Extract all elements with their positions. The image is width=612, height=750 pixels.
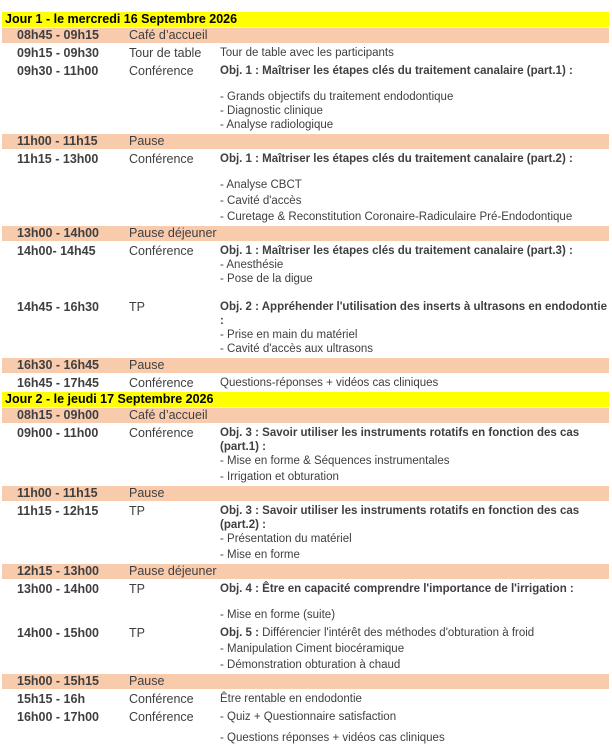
break-row [2, 134, 609, 150]
session-type-cell: TP [129, 582, 145, 596]
desc-line [220, 342, 609, 356]
desc-text: - Grands objectifs du traitement endodontique [220, 91, 454, 103]
desc-line [220, 504, 609, 518]
session-description-cell [220, 426, 609, 484]
desc-line [220, 454, 609, 468]
time-cell: 12h15 - 13h00 [17, 564, 99, 578]
session-type-cell: TP [129, 504, 145, 518]
desc-line [220, 46, 609, 60]
desc-line [220, 440, 609, 454]
desc-text: - Curetage & Reconstitution Coronaire-Radiculaire Pré-Endodontique [220, 211, 573, 223]
desc-text: - Prise en main du matériel [220, 329, 358, 341]
desc-text: Différencier l'intérêt des méthodes d'obturation à froid [262, 627, 535, 639]
desc-line [220, 426, 609, 440]
desc-line [220, 104, 609, 118]
desc-line [220, 642, 609, 656]
desc-line [220, 582, 609, 596]
session-type-cell: TP [129, 626, 145, 640]
time-cell: 16h45 - 17h45 [17, 376, 99, 390]
session-type-cell: Conférence [129, 152, 194, 166]
desc-line [220, 210, 609, 224]
session-type-cell: Conférence [129, 692, 194, 706]
break-label: Pause déjeuner [129, 226, 217, 240]
desc-text-bold: : [220, 315, 224, 327]
time-cell: 14h00- 14h45 [17, 244, 96, 258]
desc-text: - Questions réponses + vidéos cas cliniques [220, 732, 445, 744]
time-cell: 08h45 - 09h15 [17, 28, 99, 42]
time-cell: 14h00 - 15h00 [17, 626, 99, 640]
desc-line [220, 178, 609, 192]
day-header: Jour 2 - le jeudi 17 Septembre 2026 [2, 392, 609, 408]
desc-text-bold: Obj. 1 : Maîtriser les étapes clés du traitement canalaire (part.3) : [220, 245, 573, 257]
session-row [2, 298, 609, 358]
desc-line [220, 470, 609, 484]
session-description-cell [220, 504, 609, 562]
session-description-cell [220, 692, 609, 706]
desc-line [220, 118, 609, 132]
time-cell: 09h15 - 09h30 [17, 46, 99, 60]
session-row [2, 374, 609, 392]
break-row [2, 226, 609, 242]
time-cell: 16h30 - 16h45 [17, 358, 99, 372]
desc-line [220, 532, 609, 546]
desc-text-bold: Obj. 3 : Savoir utiliser les instruments rotatifs en fonction des cas [220, 505, 580, 517]
desc-line [220, 90, 609, 104]
break-row [2, 486, 609, 502]
desc-line [220, 272, 609, 286]
desc-line [220, 300, 609, 314]
break-row [2, 408, 609, 424]
session-description-cell [220, 300, 609, 356]
desc-text: - Pose de la digue [220, 273, 313, 285]
desc-line [220, 258, 609, 272]
break-row [2, 28, 609, 44]
break-row [2, 564, 609, 580]
desc-text: - Mise en forme [220, 549, 300, 561]
schedule-document [2, 12, 609, 747]
desc-line [220, 314, 609, 328]
time-cell: 15h15 - 16h [17, 692, 86, 706]
desc-line [220, 64, 609, 78]
time-cell: 11h15 - 12h15 [17, 504, 99, 518]
session-type-cell: Conférence [129, 376, 194, 390]
desc-line [220, 194, 609, 208]
desc-line [220, 518, 609, 532]
desc-text-bold: Obj. 4 : Être en capacité comprendre l'importance de l'irrigation : [220, 583, 574, 595]
session-type-cell: Conférence [129, 710, 194, 724]
time-cell: 11h15 - 13h00 [17, 152, 99, 166]
desc-line [220, 548, 609, 562]
desc-text-bold: (part.2) : [220, 519, 266, 531]
desc-line [220, 608, 609, 622]
session-description-cell [220, 376, 609, 390]
session-row [2, 44, 609, 62]
desc-line [220, 710, 609, 724]
desc-text-bold: Obj. 1 : Maîtriser les étapes clés du traitement canalaire (part.1) : [220, 65, 573, 77]
desc-text: - Cavité d'accès aux ultrasons [220, 343, 374, 355]
desc-text: - Mise en forme & Séquences instrumentales [220, 455, 450, 467]
session-row [2, 242, 609, 298]
desc-text: - Mise en forme (suite) [220, 609, 336, 621]
session-description-cell [220, 46, 609, 60]
time-cell: 13h00 - 14h00 [17, 226, 99, 240]
desc-line [220, 328, 609, 342]
session-type-cell: Conférence [129, 64, 194, 78]
session-description-cell [220, 152, 609, 224]
session-row [2, 424, 609, 486]
session-description-cell [220, 710, 609, 745]
desc-text: - Analyse radiologique [220, 119, 334, 131]
desc-text-bold: (part.1) : [220, 441, 266, 453]
desc-text: Être rentable en endodontie [220, 693, 362, 705]
session-row [2, 150, 609, 226]
time-cell: 11h00 - 11h15 [17, 486, 98, 500]
session-row [2, 708, 609, 747]
session-row [2, 580, 609, 624]
session-row [2, 624, 609, 674]
break-row [2, 674, 609, 690]
desc-line [220, 376, 609, 390]
desc-line [220, 244, 609, 258]
desc-line [220, 692, 609, 706]
desc-text-bold: Obj. 3 : Savoir utiliser les instruments rotatifs en fonction des cas [220, 427, 580, 439]
session-type-cell: Conférence [129, 244, 194, 258]
desc-text: - Analyse CBCT [220, 179, 302, 191]
time-cell: 09h30 - 11h00 [17, 64, 99, 78]
session-type-cell: Conférence [129, 426, 194, 440]
time-cell: 08h15 - 09h00 [17, 408, 99, 422]
session-type-cell: Tour de table [129, 46, 202, 60]
time-cell: 15h00 - 15h15 [17, 674, 99, 688]
break-label: Café d’accueil [129, 28, 208, 42]
desc-line [220, 731, 609, 745]
break-label: Pause déjeuner [129, 564, 217, 578]
desc-text-bold: Obj. 5 : [220, 627, 263, 639]
break-label: Pause [129, 486, 165, 500]
desc-text: - Quiz + Questionnaire satisfaction [220, 711, 397, 723]
desc-line [220, 152, 609, 166]
desc-text: - Diagnostic clinique [220, 105, 323, 117]
break-label: Pause [129, 674, 165, 688]
session-description-cell [220, 244, 609, 286]
day-header: Jour 1 - le mercredi 16 Septembre 2026 [2, 12, 609, 28]
time-cell: 13h00 - 14h00 [17, 582, 99, 596]
break-row [2, 358, 609, 374]
desc-text: - Démonstration obturation à chaud [220, 659, 401, 671]
session-row [2, 502, 609, 564]
break-label: Pause [129, 134, 165, 148]
session-row [2, 62, 609, 134]
desc-text: - Manipulation Ciment biocéramique [220, 643, 405, 655]
session-description-cell [220, 64, 609, 132]
session-type-cell: TP [129, 300, 145, 314]
time-cell: 11h00 - 11h15 [17, 134, 98, 148]
desc-line [220, 626, 609, 640]
time-cell: 09h00 - 11h00 [17, 426, 99, 440]
desc-text: - Irrigation et obturation [220, 471, 339, 483]
desc-text: Tour de table avec les participants [220, 47, 394, 59]
desc-text: - Anesthésie [220, 259, 284, 271]
desc-line [220, 658, 609, 672]
desc-text-bold: Obj. 1 : Maîtriser les étapes clés du traitement canalaire (part.2) : [220, 153, 573, 165]
session-description-cell [220, 582, 609, 622]
desc-text: - Cavité d'accès [220, 195, 302, 207]
session-description-cell [220, 626, 609, 672]
time-cell: 16h00 - 17h00 [17, 710, 99, 724]
desc-text: - Présentation du matériel [220, 533, 352, 545]
desc-text: Questions-réponses + vidéos cas cliniques [220, 377, 439, 389]
time-cell: 14h45 - 16h30 [17, 300, 99, 314]
session-row [2, 690, 609, 708]
break-label: Pause [129, 358, 165, 372]
break-label: Café d’accueil [129, 408, 208, 422]
desc-text-bold: Obj. 2 : Appréhender l'utilisation des inserts à ultrasons en endodontie [220, 301, 607, 313]
